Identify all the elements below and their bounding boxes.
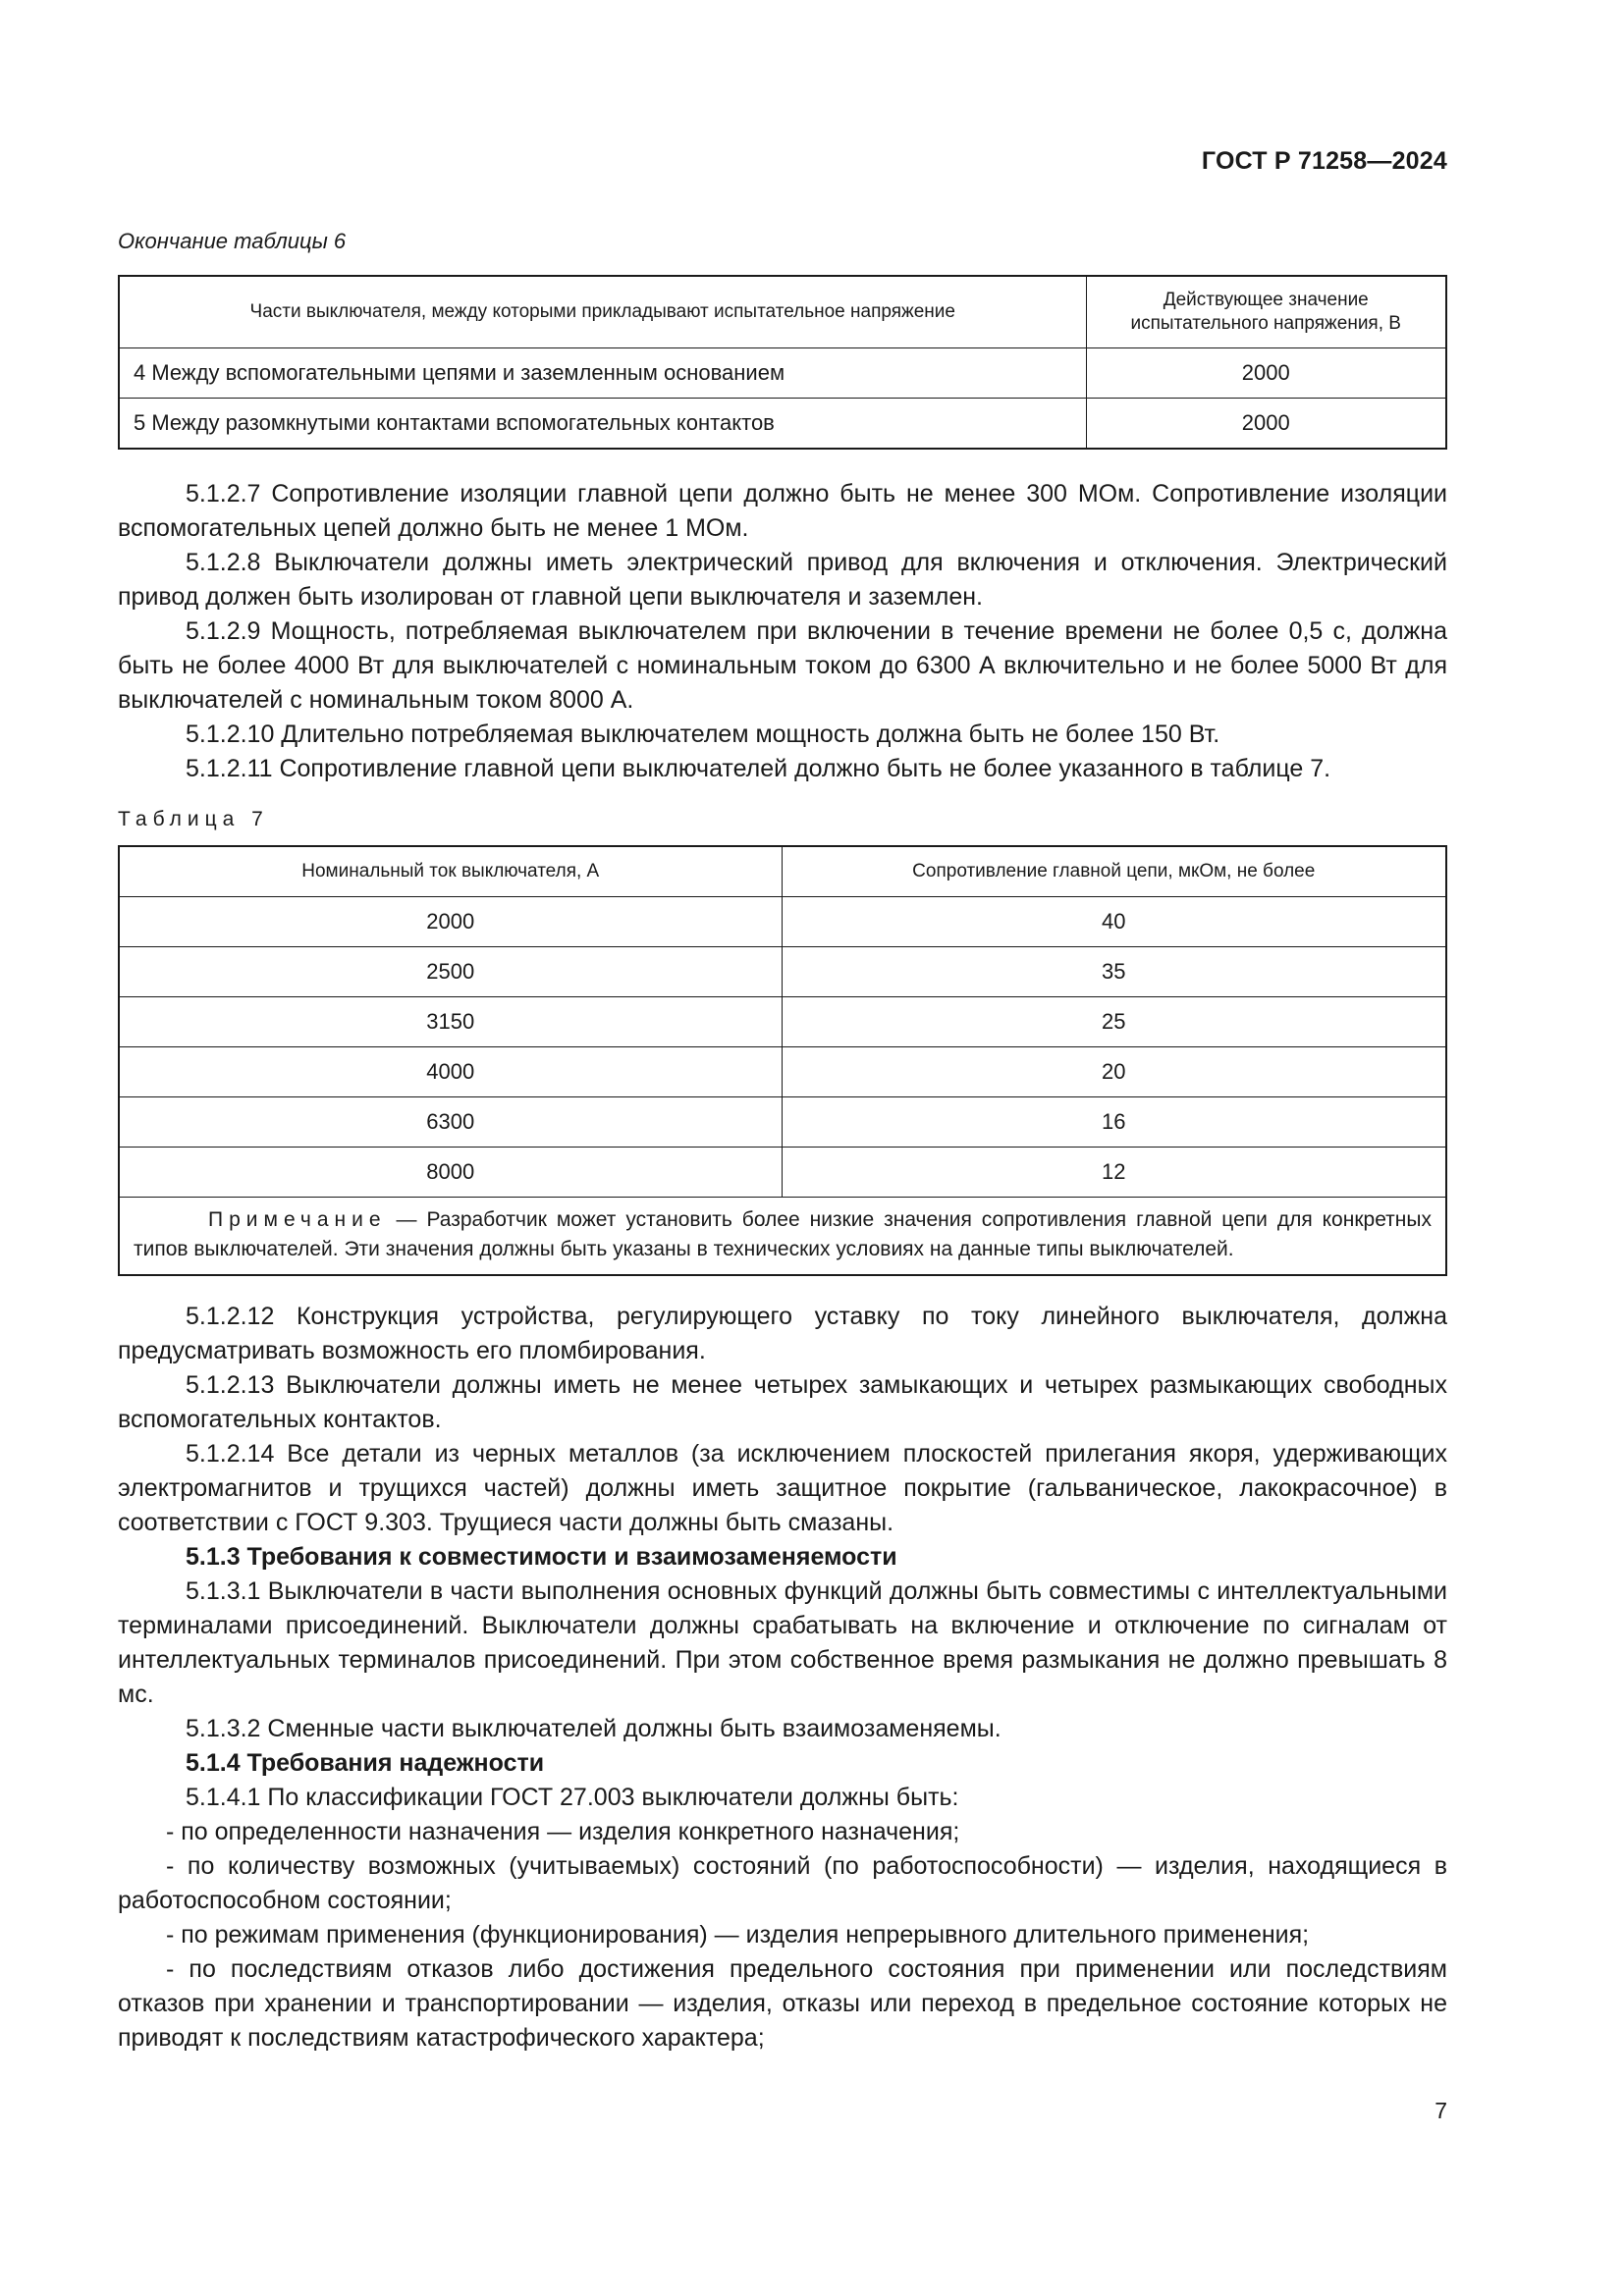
heading-5-1-3: 5.1.3 Требования к совместимости и взаимозаменяемости bbox=[186, 1543, 897, 1571]
table7-cell-current: 4000 bbox=[119, 1047, 782, 1097]
table-row bbox=[119, 897, 1446, 947]
table7-cell-current: 3150 bbox=[119, 997, 782, 1047]
table7-cell-resistance: 12 bbox=[782, 1148, 1446, 1198]
table7-header-resistance: Сопротивление главной цепи, мкОм, не более bbox=[782, 846, 1446, 897]
table6-header-row bbox=[119, 276, 1446, 348]
table7-note bbox=[119, 1198, 1446, 1276]
table7-cell-current: 8000 bbox=[119, 1148, 782, 1198]
paragraph-5-1-2-13: 5.1.2.13 Выключатели должны иметь не менее четырех замыкающих и четырех размыкающих свободных вспомогательных контактов. bbox=[118, 1371, 1447, 1433]
table7-note-lead: Примечание bbox=[208, 1208, 387, 1231]
paragraph-5-1-3-2: 5.1.3.2 Сменные части выключателей должны быть взаимозаменяемы. bbox=[186, 1715, 1001, 1742]
paragraph-5-1-3-1: 5.1.3.1 Выключатели в части выполнения основных функций должны быть совместимы с интеллектуальными терминалами присоединений. Выключатели должны срабатывать на включение и отключение по сигналам от интеллектуальных терминалов присоединений. При этом собственное время размыкания не должно превышать 8 мс. bbox=[118, 1577, 1447, 1708]
table7-cell-current: 2500 bbox=[119, 947, 782, 997]
table7-cell-resistance: 35 bbox=[782, 947, 1446, 997]
paragraph-5-1-2-12: 5.1.2.12 Конструкция устройства, регулирующего уставку по току линейного выключателя, должна предусматривать возможность его пломбирования. bbox=[118, 1303, 1447, 1364]
table6-cell-value: 2000 bbox=[1086, 348, 1446, 399]
table7-cell-resistance: 20 bbox=[782, 1047, 1446, 1097]
table6-cell-value: 2000 bbox=[1086, 399, 1446, 450]
table7-note-text: — Разработчик может установить более низкие значения сопротивления главной цепи для конкретных типов выключателей. Эти значения должны быть указаны в технических условиях на данные типы выключателей. bbox=[134, 1208, 1432, 1260]
table6-header-voltage-line2: испытательного напряжения, В bbox=[1130, 313, 1401, 334]
table7-note-row bbox=[119, 1198, 1446, 1276]
table-row bbox=[119, 947, 1446, 997]
list-item: - по количеству возможных (учитываемых) состояний (по работоспособности) — изделия, находящиеся в работоспособном состоянии; bbox=[118, 1852, 1447, 1914]
table7-header-row bbox=[119, 846, 1446, 897]
paragraph-5-1-2-9: 5.1.2.9 Мощность, потребляемая выключателем при включении в течение времени не более 0,5 с, должна быть не более 4000 Вт для выключателей с номинальным током до 6300 А включительно и не более 5000 Вт для выключателей с номинальным током 8000 А. bbox=[118, 617, 1447, 714]
heading-5-1-4: 5.1.4 Требования надежности bbox=[186, 1749, 545, 1777]
table-row bbox=[119, 399, 1446, 450]
table-row bbox=[119, 997, 1446, 1047]
paragraph-5-1-2-11: 5.1.2.11 Сопротивление главной цепи выключателей должно быть не более указанного в таблице 7. bbox=[186, 755, 1331, 782]
page-number: 7 bbox=[1435, 2098, 1447, 2123]
table7-cell-resistance: 25 bbox=[782, 997, 1446, 1047]
paragraph-5-1-2-8: 5.1.2.8 Выключатели должны иметь электрический привод для включения и отключения. Электрический привод должен быть изолирован от главной цепи выключателя и заземлен. bbox=[118, 549, 1447, 611]
table7-caption: Таблица 7 bbox=[118, 808, 269, 830]
table-row bbox=[119, 1148, 1446, 1198]
paragraph-5-1-2-14: 5.1.2.14 Все детали из черных металлов (за исключением плоскостей прилегания якоря, удерживающих электромагнитов и трущихся частей) должны иметь защитное покрытие (гальваническое, лакокрасочное) в соответствии с ГОСТ 9.303. Трущиеся части должны быть смазаны. bbox=[118, 1440, 1447, 1536]
table7-cell-current: 6300 bbox=[119, 1097, 782, 1148]
table7-cell-resistance: 40 bbox=[782, 897, 1446, 947]
standard-designation: ГОСТ Р 71258—2024 bbox=[1201, 147, 1447, 175]
table-row bbox=[119, 1097, 1446, 1148]
table7 bbox=[118, 845, 1447, 1276]
table-row bbox=[119, 348, 1446, 399]
table7-cell-current: 2000 bbox=[119, 897, 782, 947]
paragraph-5-1-4-1: 5.1.4.1 По классификации ГОСТ 27.003 выключатели должны быть: bbox=[186, 1784, 959, 1811]
table6-header-voltage-line1: Действующее значение bbox=[1163, 290, 1369, 310]
list-item: - по определенности назначения — изделия конкретного назначения; bbox=[166, 1818, 960, 1845]
table6-cell-label: 5 Между разомкнутыми контактами вспомогательных контактов bbox=[119, 399, 1086, 450]
table6-header-parts: Части выключателя, между которыми прикладывают испытательное напряжение bbox=[119, 276, 1086, 348]
table6-cell-label: 4 Между вспомогательными цепями и заземленным основанием bbox=[119, 348, 1086, 399]
paragraph-5-1-2-10: 5.1.2.10 Длительно потребляемая выключателем мощность должна быть не более 150 Вт. bbox=[186, 721, 1220, 748]
table7-header-current: Номинальный ток выключателя, А bbox=[119, 846, 782, 897]
list-item: - по режимам применения (функционирования) — изделия непрерывного длительного применения; bbox=[166, 1921, 1310, 1949]
table6 bbox=[118, 275, 1447, 450]
paragraph-5-1-2-7: 5.1.2.7 Сопротивление изоляции главной цепи должно быть не менее 300 МОм. Сопротивление изоляции вспомогательных цепей должно быть не менее 1 МОм. bbox=[118, 480, 1447, 542]
page-content bbox=[118, 229, 1447, 2056]
list-item: - по последствиям отказов либо достижения предельного состояния при применении или последствиям отказов при хранении и транспортировании — изделия, отказы или переход в предельное состояние которых не приводят к последствиям катастрофического характера; bbox=[118, 1955, 1447, 2052]
table6-caption: Окончание таблицы 6 bbox=[118, 229, 347, 253]
table7-cell-resistance: 16 bbox=[782, 1097, 1446, 1148]
table6-header-voltage bbox=[1086, 276, 1446, 348]
table-row bbox=[119, 1047, 1446, 1097]
